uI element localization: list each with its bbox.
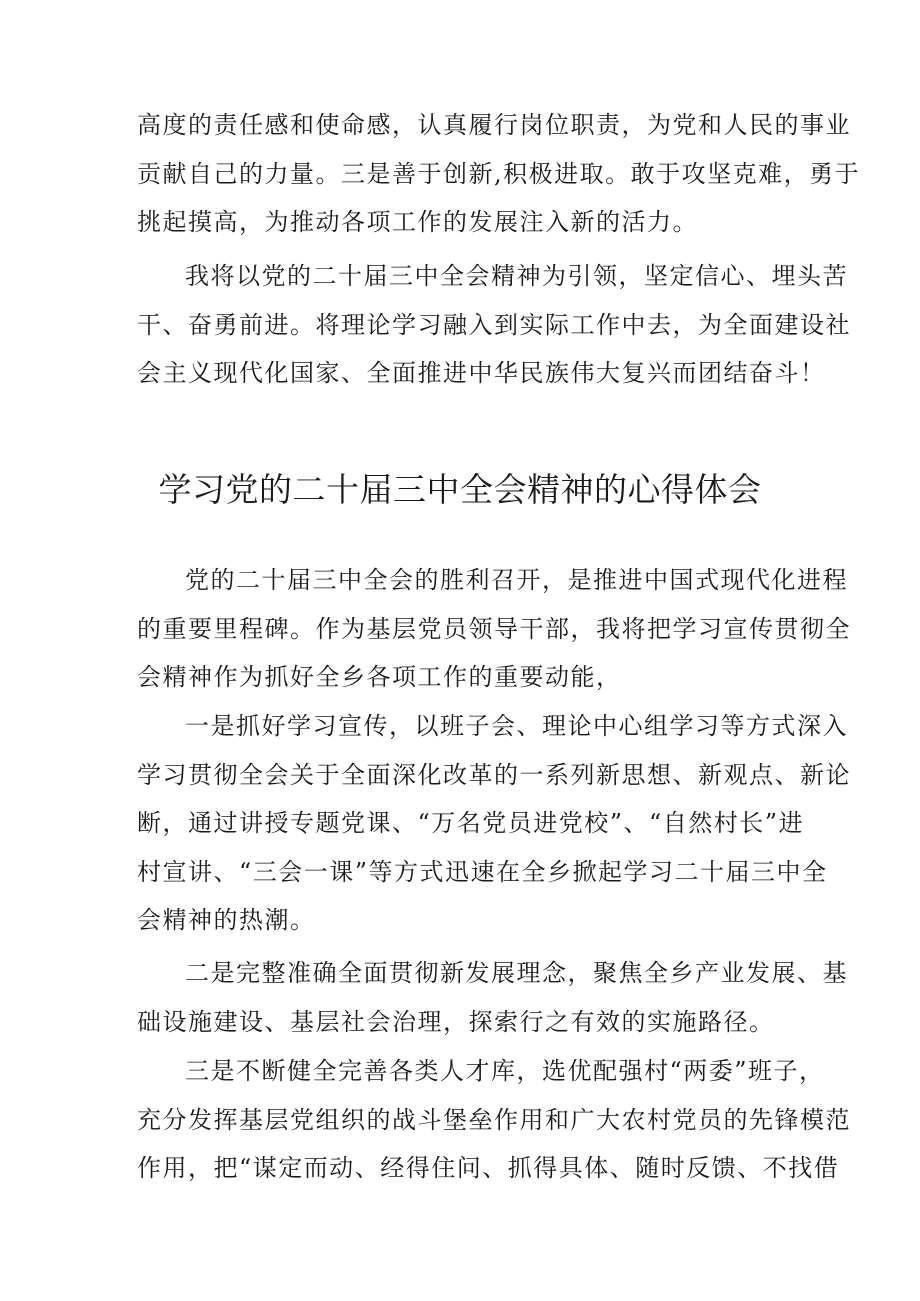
text-line: 会精神的热潮。 <box>137 906 316 934</box>
paragraph-intro <box>137 101 861 247</box>
text-line: 二是完整准确全面贯彻新发展理念，聚焦全乡产业发展、基 <box>185 959 848 987</box>
text-line: 贡献自己的力量。三是善于创新,积极进取。敢于攻坚克难，勇于 <box>137 159 861 188</box>
text-line: 会精神作为抓好全乡各项工作的重要动能， <box>137 663 622 691</box>
text-line: 高度的责任感和使命感，认真履行岗位职责，为党和人民的事业 <box>137 111 851 139</box>
paragraph-3 <box>137 949 848 1046</box>
text-line: 的重要里程碑。作为基层党员领导干部，我将把学习宣传贯彻全 <box>137 614 851 643</box>
text-line: 我将以党的二十届三中全会精神为引领，坚定信心、埋头苦 <box>185 262 848 290</box>
paragraph-closing <box>137 252 851 398</box>
text-line: 党的二十届三中全会的胜利召开，是推进中国式现代化进程 <box>185 566 848 594</box>
paragraph-4 <box>137 1047 851 1193</box>
paragraph-2 <box>137 702 851 945</box>
text-line: 作用，把“谋定而动、经得住问、抓得具体、随时反馈、不找借 <box>137 1154 840 1182</box>
text-line: 础设施建设、基层社会治理，探索行之有效的实施路径。 <box>137 1007 775 1036</box>
text-line: 学习贯彻全会关于全面深化改革的一系列新思想、新观点、新论 <box>137 760 851 789</box>
text-line: 三是不断健全完善各类人才库，选优配强村“两委”班子， <box>185 1057 825 1085</box>
article-title: 学习党的二十届三中全会精神的心得体会 <box>158 470 762 509</box>
text-line: 一是抓好学习宣传，以班子会、理论中心组学习等方式深入 <box>185 712 848 740</box>
text-line: 会主义现代化国家、全面推进中华民族伟大复兴而团结奋斗！ <box>137 359 826 387</box>
text-line: 断，通过讲授专题党课、“万名党员进党校”、“自然村长”进 <box>137 809 805 837</box>
text-line: 村宣讲、“三会一课”等方式迅速在全乡掀起学习二十届三中全 <box>137 857 828 886</box>
text-line: 挑起摸高，为推动各项工作的发展注入新的活力。 <box>137 208 698 236</box>
paragraph-1 <box>137 556 851 702</box>
text-line: 充分发挥基层党组织的战斗堡垒作用和广大农村党员的先锋模范 <box>137 1105 851 1134</box>
text-line: 干、奋勇前进。将理论学习融入到实际工作中去，为全面建设社 <box>137 310 851 339</box>
